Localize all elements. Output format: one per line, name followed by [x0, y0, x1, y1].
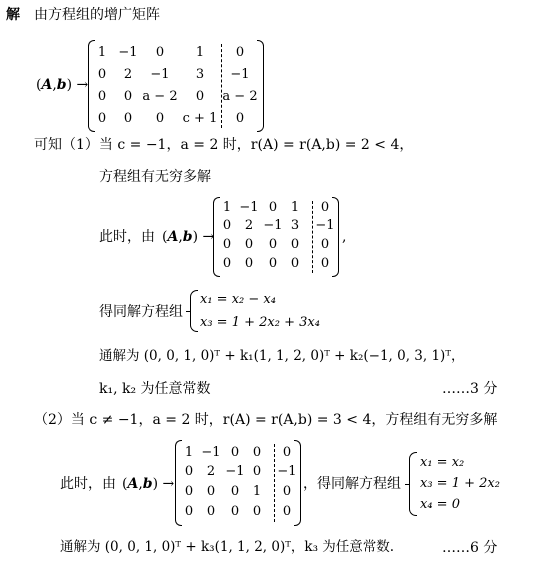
matrix-cell: 0	[230, 445, 240, 460]
matrix-cell: 0	[282, 504, 292, 519]
solution-label: 解	[6, 7, 20, 23]
matrix-cell: 0	[268, 237, 278, 252]
part1-constants: k₁, k₂ 为任意常数	[99, 381, 211, 397]
matrix-cell: a − 2	[142, 89, 178, 104]
matrix-cell: 0	[244, 237, 254, 252]
part2-then-label: 此时，由	[60, 476, 116, 492]
system-brace-1	[190, 290, 198, 332]
part1-condition: 可知（1）当 c = −1，a = 2 时，r(A) = r(A,b) = 2 < 4，	[34, 137, 414, 153]
matrix-cell: −1	[263, 218, 283, 233]
matrix-cell: 0	[222, 218, 232, 233]
matrix-cell: 1	[252, 484, 262, 499]
system2-eq2: x₃ = 1 + 2x₂	[420, 476, 500, 491]
augmented-arrow-2: (A,b) →	[162, 229, 215, 245]
matrix-cell: 0	[252, 504, 262, 519]
part1-score: ……3 分	[442, 381, 498, 397]
matrix-cell: 0	[290, 256, 300, 271]
matrix-cell: 0	[195, 89, 205, 104]
matrix-cell: 3	[290, 218, 300, 233]
matrix-cell: 0	[244, 256, 254, 271]
matrix-cell: 0	[184, 464, 194, 479]
matrix-cell: 0	[320, 237, 330, 252]
part2-score: ……6 分	[442, 540, 498, 556]
comma: ,	[342, 229, 347, 245]
matrix-cell: 0	[184, 504, 194, 519]
augmented-matrix-3	[175, 440, 301, 526]
matrix-cell: 0	[235, 45, 245, 60]
matrix-cell: 2	[244, 218, 254, 233]
matrix-cell: −1	[150, 67, 170, 82]
matrix-cell: 0	[184, 484, 194, 499]
system2-eq3: x₄ = 0	[420, 497, 460, 512]
system2-eq1: x₁ = x₂	[420, 455, 465, 470]
part1-system-label: 得同解方程组	[99, 304, 183, 320]
matrix-cell: 1	[195, 45, 205, 60]
matrix-cell: −1	[230, 67, 250, 82]
matrix-cell: 0	[222, 237, 232, 252]
matrix-cell: −1	[118, 45, 138, 60]
matrix-cell: 0	[123, 89, 133, 104]
matrix-cell: 0	[97, 67, 107, 82]
augmented-matrix-2	[213, 197, 339, 277]
matrix-cell: 0	[282, 445, 292, 460]
part2-general-solution: 通解为 (0, 0, 1, 0)ᵀ + k₃(1, 1, 2, 0)ᵀ，k₃ 为任意常数.	[60, 539, 395, 555]
augmented-matrix-1	[88, 40, 264, 132]
augmented-arrow-1: (A,b) →	[36, 77, 89, 93]
matrix-cell: 0	[268, 200, 278, 215]
system1-eq2: x₃ = 1 + 2x₂ + 3x₄	[200, 315, 320, 330]
matrix-cell: 0	[230, 504, 240, 519]
augmented-arrow-3: (A,b) →	[122, 476, 175, 492]
matrix-cell: 0	[268, 256, 278, 271]
matrix-cell: 0	[282, 484, 292, 499]
matrix-cell: 1	[97, 45, 107, 60]
matrix-cell: 0	[206, 504, 216, 519]
matrix-cell: 1	[222, 200, 232, 215]
system1-eq1: x₁ = x₂ − x₄	[200, 292, 276, 307]
matrix-cell: −1	[277, 464, 297, 479]
system-brace-2	[409, 452, 417, 516]
matrix-cell: 0	[235, 111, 245, 126]
matrix-cell: −1	[201, 445, 221, 460]
part1-general-solution: 通解为 (0, 0, 1, 0)ᵀ + k₁(1, 1, 2, 0)ᵀ + k₂(−1, 0, 3, 1)ᵀ，	[99, 348, 465, 364]
part1-infinite-solutions: 方程组有无穷多解	[99, 169, 211, 185]
matrix-cell: −1	[239, 200, 259, 215]
matrix-cell: 1	[184, 445, 194, 460]
matrix-cell: 0	[97, 111, 107, 126]
matrix-cell: 1	[290, 200, 300, 215]
matrix-cell: 2	[206, 464, 216, 479]
part2-condition: （2）当 c ≠ −1，a = 2 时，r(A) = r(A,b) = 3 < 4，方程组有无穷多解	[34, 412, 498, 428]
matrix-cell: 0	[320, 256, 330, 271]
matrix-cell: 3	[195, 67, 205, 82]
matrix-cell: 0	[155, 45, 165, 60]
intro-text: 由方程组的增广矩阵	[34, 7, 160, 23]
matrix-cell: 0	[290, 237, 300, 252]
matrix-cell: −1	[315, 218, 335, 233]
matrix-cell: a − 2	[222, 89, 258, 104]
matrix-cell: 0	[123, 111, 133, 126]
matrix-cell: 2	[123, 67, 133, 82]
matrix-cell: 0	[222, 256, 232, 271]
part1-then-label: 此时，由	[99, 229, 155, 245]
matrix-cell: 0	[155, 111, 165, 126]
matrix-cell: 0	[252, 445, 262, 460]
matrix-cell: 0	[230, 484, 240, 499]
matrix-cell: 0	[97, 89, 107, 104]
matrix-cell: 0	[206, 484, 216, 499]
matrix-cell: 0	[320, 200, 330, 215]
matrix-cell: −1	[225, 464, 245, 479]
part2-system-label: ，得同解方程组	[303, 476, 401, 492]
matrix-cell: 0	[252, 464, 262, 479]
matrix-cell: c + 1	[182, 111, 218, 126]
